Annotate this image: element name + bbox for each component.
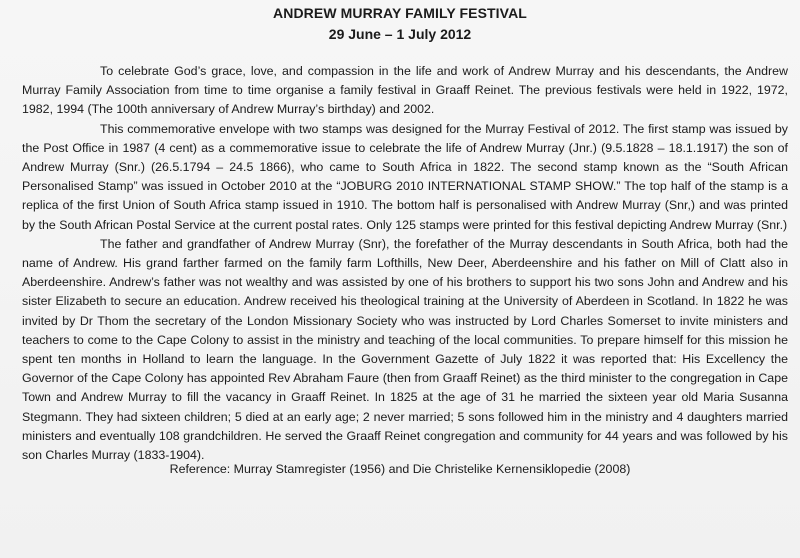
document-body xyxy=(22,62,788,465)
reference-line: Reference: Murray Stamregister (1956) and Die Christelike Kernensiklopedie (2008) xyxy=(169,462,631,476)
paragraph-commemorative-envelope: This commemorative envelope with two stamps was designed for the Murray Festival of 2012. The first stamp was issued by the Post Office in 1987 (4 cent) as a commemorative issue to celebrate the life of Andrew Murray (Jnr.) (9.5.1828 – 18.1.1917) the son of Andrew Murray (Snr.) (26.5.1794 – 24.5 1866), who came to South Africa in 1822. The second stamp known as the “South African Personalised Stamp” was issued in October 2010 at the “JOBURG 2010 INTERNATIONAL STAMP SHOW.” The top half of the stamp is a replica of the first Union of South Africa stamp issued in 1910. The bottom half is personalised with Andrew Murray (Snr,) and was printed by the South African Postal Service at the current postal rates. Only 125 stamps were printed for this festival depicting Andrew Murray (Snr.) xyxy=(22,121,788,232)
paragraph-festival-intro: To celebrate God’s grace, love, and compassion in the life and work of Andrew Murray and his descendants, the Andrew Murray Family Association from time to time organise a family festival in Graaff Reinet. The previous festivals were held in 1922, 1972, 1982, 1994 (The 100th anniversary of Andrew Murray’s birthday) and 2002. xyxy=(22,64,788,117)
paragraph-family-history: The father and grandfather of Andrew Murray (Snr), the forefather of the Murray descendants in South Africa, both had the name of Andrew. His grand farther farmed on the family farm Lofthills, New Deer, Aberdeenshire and his father on Mill of Clatt also in Aberdeenshire. Andrew’s father was not wealthy and was assisted by one of his brothers to support his two sons John and Andrew and his sister Elizabeth to secure an education. Andrew received his theological training at the University of Aberdeen in Scotland. In 1822 he was invited by Dr Thom the secretary of the London Missionary Society who was instructed by Lord Charles Somerset to invite ministers and teachers to come to the Cape Colony to assist in the ministry and teaching of the local communities. To prepare himself for this mission he spent ten months in Holland to learn the language. In the Government Gazette of July 1822 it was reported that: His Excellency the Governor of the Cape Colony has appointed Rev Abraham Faure (then from Graaff Reinet) as the third minister to the congregation in Cape Town and Andrew Murray to fill the vacancy in Graaff Reinet. In 1825 at the age of 31 he married the sixteen year old Maria Susanna Stegmann. They had sixteen children; 5 died at an early age; 2 never married; 5 sons followed him in the ministry and 4 daughters married ministers and eventually 108 grandchildren. He served the Graaff Reinet congregation and community for 44 years and was followed by his son Charles Murray (1833-1904). xyxy=(22,236,788,463)
festival-dates: 29 June – 1 July 2012 xyxy=(328,26,472,42)
document-title: ANDREW MURRAY FAMILY FESTIVAL xyxy=(273,5,527,21)
